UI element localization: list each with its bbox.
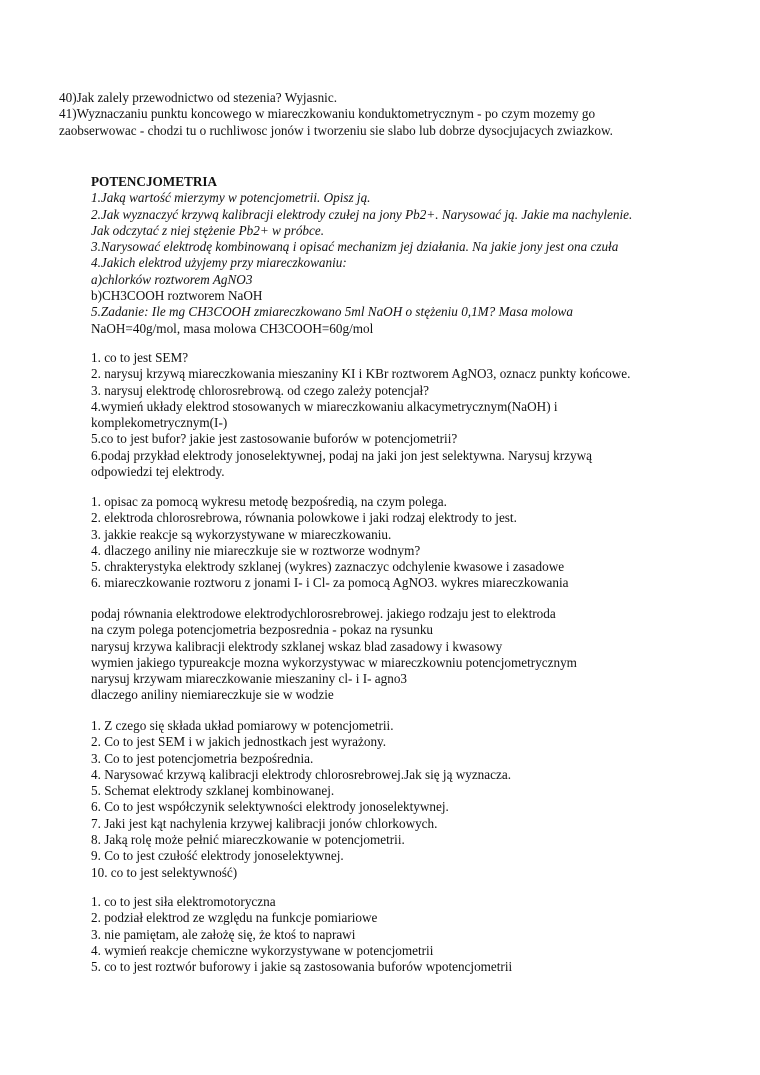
question-group-3 [91, 606, 577, 704]
question-line: 6.podaj przykład elektrody jonoselektywnej, podaj na jaki jon jest selektywna. Narysuj krzywą [91, 447, 592, 463]
question-line: 3. narysuj elektrodę chlorosrebrową. od czego zależy potencjał? [91, 382, 429, 398]
question-line: odpowiedzi tej elektrody. [91, 464, 225, 480]
question-line: 2. elektroda chlorosrebrowa, równania polowkowe i jaki rodzaj elektrody to jest. [91, 510, 517, 526]
question-line: 1. opisac za pomocą wykresu metodę bezpośredią, na czym polega. [91, 494, 447, 509]
question-line: wymien jakiego typureakcje mozna wykorzystywac w miareczkowniu potencjometrycznym [91, 654, 577, 670]
question-line: 4.Jakich elektrod użyjemy przy miareczkowaniu: [91, 255, 347, 271]
question-line: 7. Jaki jest kąt nachylenia krzywej kalibracji jonów chlorkowych. [91, 815, 438, 831]
section-title: POTENCJOMETRIA [91, 174, 218, 189]
text-line: zaobserwowac - chodzi tu o ruchliwosc jonów i tworzeniu sie slabo lub dobrze dysocjujacych zwiazkow. [59, 122, 613, 138]
question-line: 2.Jak wyznaczyć krzywą kalibracji elektrody czułej na jony Pb2+. Narysować ją. Jakie ma nachylenie. [91, 206, 633, 222]
question-line: 3. nie pamiętam, ale założę się, że ktoś to naprawi [91, 926, 356, 942]
question-line: narysuj krzywa kalibracji elektrody szklanej wskaz blad zasadowy i kwasowy [91, 638, 503, 654]
question-line: na czym polega potencjometria bezposrednia - pokaz na rysunku [91, 622, 434, 638]
question-group-4 [91, 718, 511, 881]
question-line: 3. jakkie reakcje są wykorzystywane w miareczkowaniu. [91, 526, 392, 542]
question-line: 1. co to jest siła elektromotoryczna [91, 894, 276, 909]
question-line: 2. Co to jest SEM i w jakich jednostkach jest wyrażony. [91, 734, 387, 750]
question-line: 4. dlaczego aniliny nie miareczkuje sie w roztworze wodnym? [91, 542, 421, 558]
question-line: 1. co to jest SEM? [91, 350, 189, 365]
question-line: 6. Co to jest współczynik selektywności elektrody jonoselektywnej. [91, 799, 449, 815]
question-line: 5. co to jest roztwór buforowy i jakie są zastosowania buforów wpotencjometrii [91, 959, 513, 975]
question-line: dlaczego aniliny niemiareczkuje sie w wodzie [91, 687, 334, 703]
task-line: 5.Zadanie: Ile mg CH3COOH zmiareczkowano 5ml NaOH o stężeniu 0,1M? Masa molowa [91, 304, 573, 320]
question-line: 2. narysuj krzywą miareczkowania mieszaniny KI i KBr roztworem AgNO3, oznacz punkty końcowe. [91, 366, 631, 382]
question-line: narysuj krzywam miareczkowanie mieszaniny cl- i I- agno3 [91, 671, 408, 687]
question-line: 8. Jaką rolę może pełnić miareczkowanie w potencjometrii. [91, 832, 405, 848]
question-group-2 [91, 494, 569, 592]
question-line: 2. podział elektrod ze względu na funkcje pomiariowe [91, 910, 378, 926]
question-line: 3. Co to jest potencjometria bezpośrednia. [91, 750, 314, 766]
question-line: 6. miareczkowanie roztworu z jonami I- i Cl- za pomocą AgNO3. wykres miareczkowania [91, 575, 569, 591]
question-line: 5. chrakterystyka elektrody szklanej (wykres) zaznaczyc odchylenie kwasowe i zasadowe [91, 559, 565, 575]
question-line: 5. Schemat elektrody szklanej kombinowanej. [91, 783, 335, 799]
question-line: a)chlorków roztworem AgNO3 [91, 271, 253, 287]
text-line: 40)Jak zalely przewodnictwo od stezenia? Wyjasnic. [59, 90, 337, 105]
question-line: 1. Z czego się składa układ pomiarowy w potencjometrii. [91, 718, 394, 733]
question-line: podaj równania elektrodowe elektrodychlorosrebrowej. jakiego rodzaju jest to elektroda [91, 606, 556, 621]
task-line: NaOH=40g/mol, masa molowa CH3COOH=60g/mol [91, 320, 374, 336]
text-line: 41)Wyznaczaniu punktu koncowego w miareczkowaniu konduktometrycznym - po czym mozemy go [59, 106, 596, 122]
potencjometria-section [91, 174, 632, 337]
question-line: 9. Co to jest czułość elektrody jonoselektywnej. [91, 848, 344, 864]
question-line: 3.Narysować elektrodę kombinowaną i opisać mechanizm jej działania. Na jakie jony jest ona czuła [91, 239, 619, 255]
question-group-5 [91, 894, 512, 975]
question-line: 1.Jaką wartość mierzymy w potencjometrii. Opisz ją. [91, 190, 371, 206]
question-line: 4. Narysować krzywą kalibracji elektrody chlorosrebrowej.Jak się ją wyznacza. [91, 766, 511, 782]
intro-block [59, 90, 613, 139]
question-line: Jak odczytać z niej stężenie Pb2+ w próbce. [91, 222, 325, 238]
question-line: 4.wymień układy elektrod stosowanych w miareczkowaniu alkacymetrycznym(NaOH) i [91, 398, 558, 414]
question-line: b)CH3COOH roztworem NaOH [91, 288, 263, 304]
question-line: 5.co to jest bufor? jakie jest zastosowanie buforów w potencjometrii? [91, 431, 458, 447]
question-line: 10. co to jest selektywność) [91, 864, 238, 880]
question-line: komplekometrycznym(I-) [91, 415, 228, 431]
question-group-1 [91, 350, 630, 480]
question-line: 4. wymień reakcje chemiczne wykorzystywane w potencjometrii [91, 942, 434, 958]
